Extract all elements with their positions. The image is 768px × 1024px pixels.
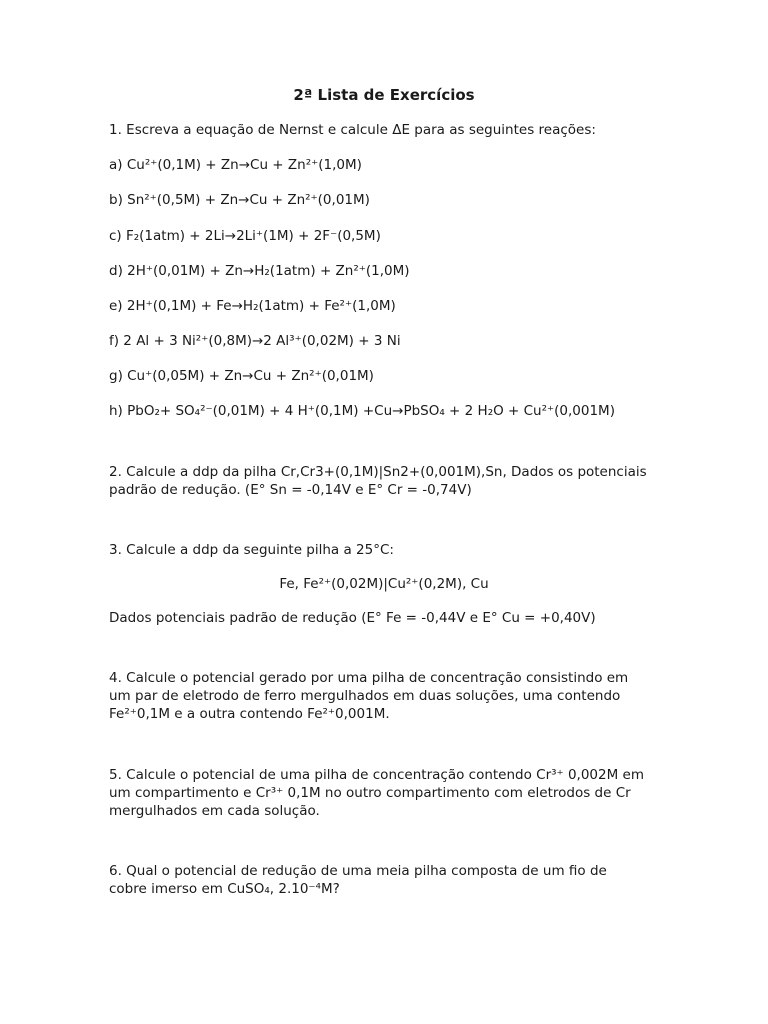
question-2-line-2: padrão de redução. (E° Sn = -0,14V e E° Cr = -0,74V) <box>109 482 472 498</box>
question-1-intro: 1. Escreva a equação de Nernst e calcule ΔE para as seguintes reações: <box>109 122 596 138</box>
question-4-line-2: um par de eletrodo de ferro mergulhados em duas soluções, uma contendo <box>109 688 621 704</box>
question-1-item-e: e) 2H⁺(0,1M) + Fe→H₂(1atm) + Fe²⁺(1,0M) <box>109 298 396 314</box>
question-6-line-2: cobre imerso em CuSO₄, 2.10⁻⁴M? <box>109 881 340 897</box>
question-2-line-1: 2. Calcule a ddp da pilha Cr,Cr3+(0,1M)|Sn2+(0,001M),Sn, Dados os potenciais <box>109 464 647 480</box>
question-1-item-c: c) F₂(1atm) + 2Li→2Li⁺(1M) + 2F⁻(0,5M) <box>109 228 381 244</box>
question-1-item-g: g) Cu⁺(0,05M) + Zn→Cu + Zn²⁺(0,01M) <box>109 368 374 384</box>
question-1-item-a: a) Cu²⁺(0,1M) + Zn→Cu + Zn²⁺(1,0M) <box>109 157 362 173</box>
question-5-line-3: mergulhados em cada solução. <box>109 803 320 819</box>
question-4-line-3: Fe²⁺0,1M e a outra contendo Fe²⁺0,001M. <box>109 706 390 722</box>
question-1-item-d: d) 2H⁺(0,01M) + Zn→H₂(1atm) + Zn²⁺(1,0M) <box>109 263 410 279</box>
question-3-data: Dados potenciais padrão de redução (E° Fe = -0,44V e E° Cu = +0,40V) <box>109 610 596 626</box>
question-3-intro: 3. Calcule a ddp da seguinte pilha a 25°C: <box>109 542 394 558</box>
question-4-line-1: 4. Calcule o potencial gerado por uma pilha de concentração consistindo em <box>109 670 629 686</box>
question-6-line-1: 6. Qual o potencial de redução de uma meia pilha composta de um fio de <box>109 863 607 879</box>
question-5-line-1: 5. Calcule o potencial de uma pilha de concentração contendo Cr³⁺ 0,002M em <box>109 767 645 783</box>
question-3-cell-notation: Fe, Fe²⁺(0,02M)|Cu²⁺(0,2M), Cu <box>279 576 489 592</box>
question-5-line-2: um compartimento e Cr³⁺ 0,1M no outro compartimento com eletrodos de Cr <box>109 785 631 801</box>
question-1-item-b: b) Sn²⁺(0,5M) + Zn→Cu + Zn²⁺(0,01M) <box>109 192 370 208</box>
page-title: 2ª Lista de Exercícios <box>293 86 475 104</box>
question-1-item-f: f) 2 Al + 3 Ni²⁺(0,8M)→2 Al³⁺(0,02M) + 3 Ni <box>109 333 401 349</box>
question-1-item-h: h) PbO₂+ SO₄²⁻(0,01M) + 4 H⁺(0,1M) +Cu→PbSO₄ + 2 H₂O + Cu²⁺(0,001M) <box>109 403 615 419</box>
